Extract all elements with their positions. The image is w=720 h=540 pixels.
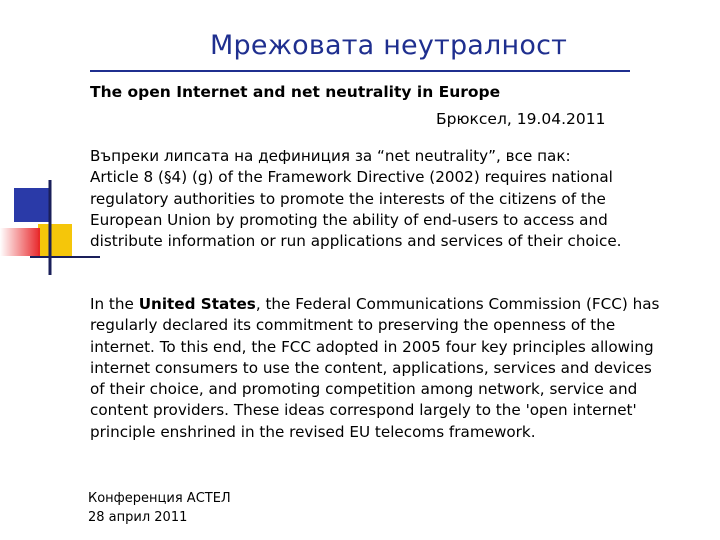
paragraph-us-before: In the xyxy=(90,295,139,313)
decorative-block-graphic xyxy=(0,150,100,450)
yellow-square xyxy=(38,224,72,258)
paragraph-eu xyxy=(90,146,670,252)
blue-square xyxy=(14,188,50,222)
paragraph-us xyxy=(90,294,670,443)
footer xyxy=(88,489,231,527)
footer-conference: Конференция АСТЕЛ xyxy=(88,491,231,506)
title-underline xyxy=(90,70,630,72)
red-gradient-bar xyxy=(0,228,40,256)
dateline: Брюксел, 19.04.2011 xyxy=(436,110,606,128)
paragraph-us-after: , the Federal Communications Commission (FCC) has regularly declared its commitment to preserving the openness of the internet. To this end, the FCC adopted in 2005 four key principles allowing internet consumers to use the content, applications, services and devices of their choice, and promoting competition among network, service and content providers. These ideas correspond largely to the 'open internet' principle enshrined in the revised EU telecoms framework. xyxy=(90,295,660,441)
paragraph-eu-text: Article 8 (§4) (g) of the Framework Directive (2002) requires national regulatory authorities to promote the interests of the citizens of the European Union by promoting the ability of end-users to access and distribute information or run applications and services of their choice. xyxy=(90,168,622,251)
paragraph-eu-intro: Въпреки липсата на дефиниция за “net neutrality”, все пак: xyxy=(90,147,571,165)
slide-subtitle: The open Internet and net neutrality in Europe xyxy=(90,83,501,101)
slide-title: Мрежовата неутралност xyxy=(210,30,568,61)
footer-date: 28 април 2011 xyxy=(88,510,188,525)
paragraph-us-bold: United States xyxy=(138,295,256,313)
